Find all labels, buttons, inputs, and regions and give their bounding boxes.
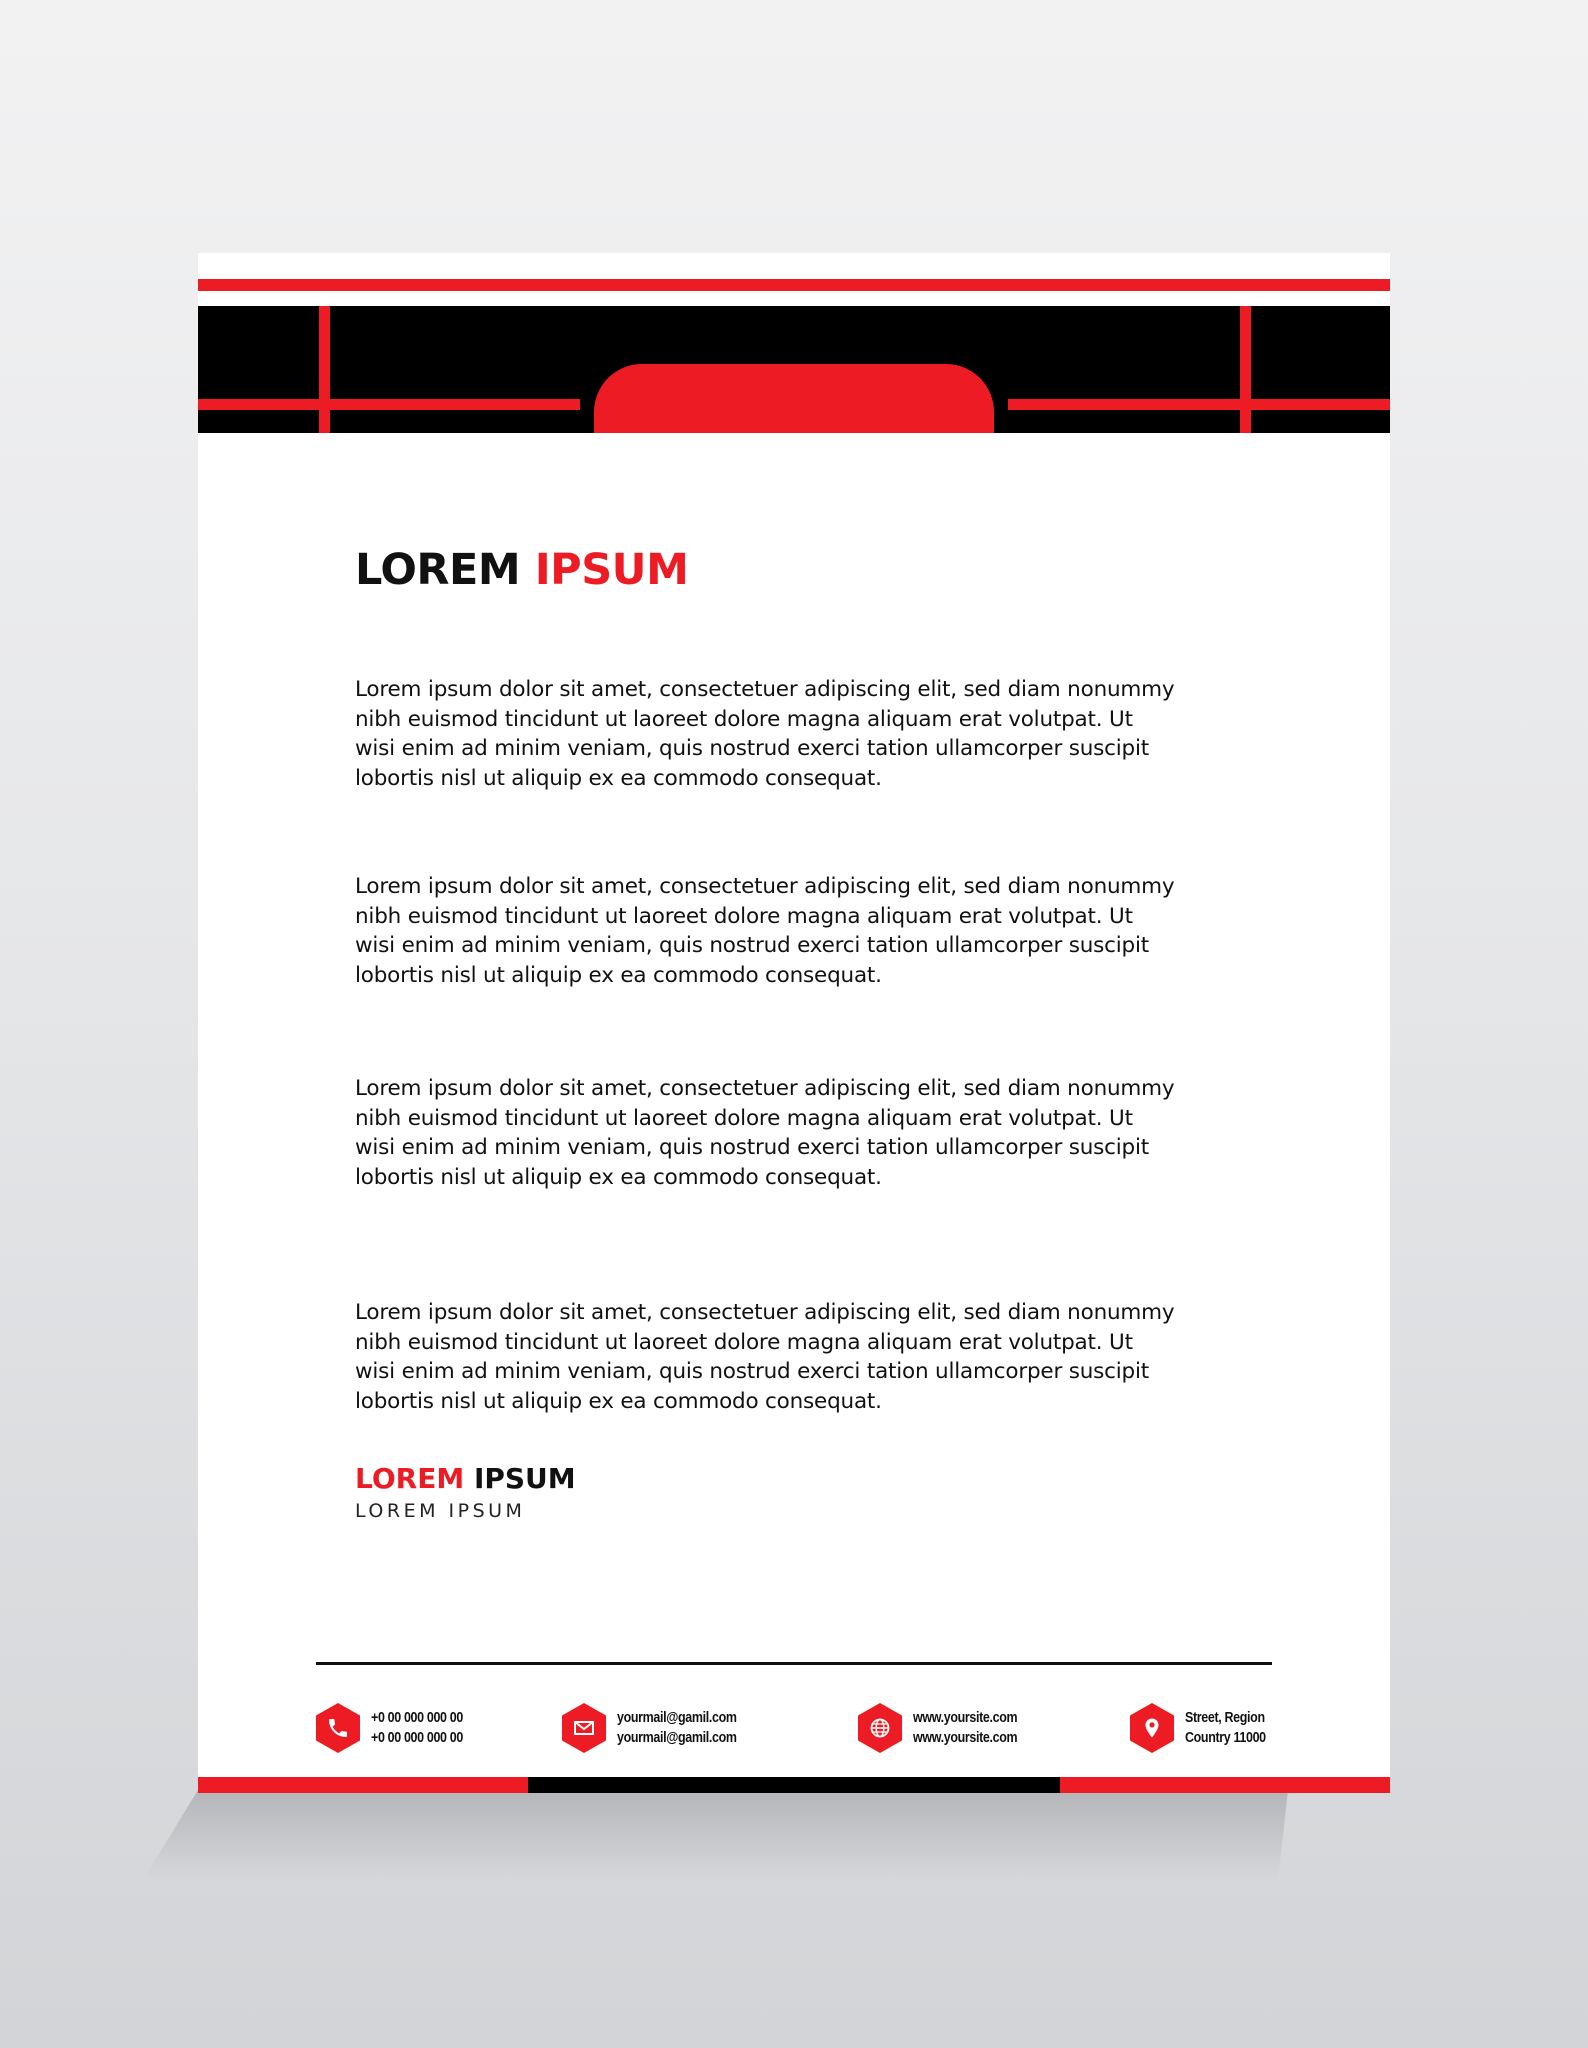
phone-icon bbox=[316, 1703, 360, 1753]
signature-title: LOREM IPSUM bbox=[355, 1500, 526, 1522]
phone-numbers: +0 00 000 000 00 +0 00 000 000 00 bbox=[371, 1710, 463, 1746]
body-paragraph-2: Lorem ipsum dolor sit amet, consectetuer adipiscing elit, sed diam nonummy nibh euismod tincidunt ut laoreet dolore magna aliquam erat volutpat. Ut wisi enim ad minim veniam, quis nostrud exerci tation ullamcorper suscipit lobortis nisl ut aliquip ex ea commodo consequat. bbox=[355, 874, 1175, 988]
location-pin-icon bbox=[1130, 1703, 1174, 1753]
document-heading bbox=[355, 545, 688, 597]
body-paragraph-1: Lorem ipsum dolor sit amet, consectetuer adipiscing elit, sed diam nonummy nibh euismod tincidunt ut laoreet dolore magna aliquam erat volutpat. Ut wisi enim ad minim veniam, quis nostrud exerci tation ullamcorper suscipit lobortis nisl ut aliquip ex ea commodo consequat. bbox=[355, 677, 1175, 791]
body-paragraph-4: Lorem ipsum dolor sit amet, consectetuer adipiscing elit, sed diam nonummy nibh euismod tincidunt ut laoreet dolore magna aliquam erat volutpat. Ut wisi enim ad minim veniam, quis nostrud exerci tation ullamcorper suscipit lobortis nisl ut aliquip ex ea commodo consequat. bbox=[355, 1300, 1175, 1414]
heading-word-2: IPSUM bbox=[534, 545, 689, 595]
footer-bar-left-red bbox=[198, 1777, 528, 1793]
header-left-horizontal-line bbox=[198, 399, 580, 410]
globe-icon bbox=[858, 1703, 902, 1753]
mail-icon bbox=[562, 1703, 606, 1753]
header-red-tab-shape bbox=[594, 364, 994, 433]
page-shadow bbox=[143, 1790, 1293, 1880]
contact-address bbox=[1130, 1701, 1279, 1755]
header-left-vertical-line bbox=[319, 306, 330, 433]
signature-name: LOREM IPSUM bbox=[355, 1462, 576, 1495]
header-right-horizontal-line bbox=[1008, 399, 1390, 410]
footer-bar-right-red bbox=[1060, 1777, 1390, 1793]
website-urls: www.yoursite.com www.yoursite.com bbox=[913, 1710, 1018, 1746]
postal-address: Street, Region Country 11000 bbox=[1185, 1710, 1266, 1746]
header-right-vertical-line bbox=[1240, 306, 1251, 433]
letterhead-page bbox=[198, 253, 1390, 1793]
contact-website bbox=[858, 1701, 1034, 1755]
header-top-red-line bbox=[198, 279, 1390, 291]
contact-phone bbox=[316, 1701, 478, 1755]
body-paragraph-3: Lorem ipsum dolor sit amet, consectetuer adipiscing elit, sed diam nonummy nibh euismod tincidunt ut laoreet dolore magna aliquam erat volutpat. Ut wisi enim ad minim veniam, quis nostrud exerci tation ullamcorper suscipit lobortis nisl ut aliquip ex ea commodo consequat. bbox=[355, 1076, 1175, 1190]
footer-divider bbox=[316, 1662, 1272, 1665]
email-addresses: yourmail@gamil.com yourmail@gamil.com bbox=[617, 1710, 737, 1746]
heading-word-1: LOREM bbox=[355, 545, 521, 595]
contact-email bbox=[562, 1701, 756, 1755]
footer-bar-center-black bbox=[528, 1777, 1060, 1793]
